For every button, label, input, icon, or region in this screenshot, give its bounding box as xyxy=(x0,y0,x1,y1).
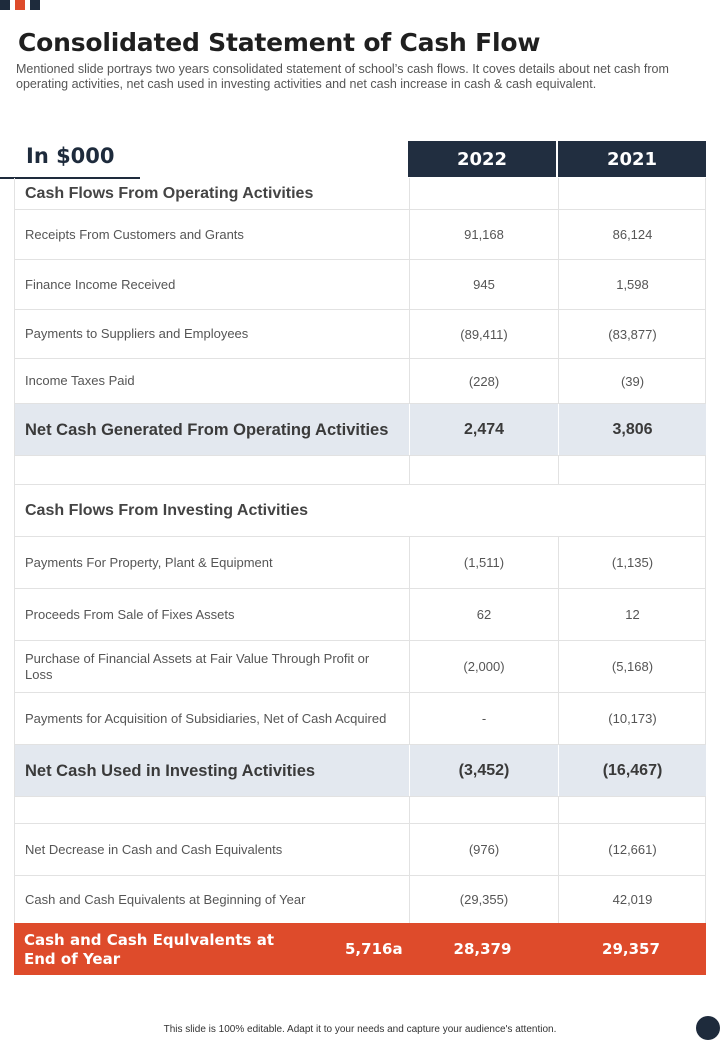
row-label: Income Taxes Paid xyxy=(25,373,135,388)
value-2021: (39) xyxy=(558,359,706,403)
value-2022: (976) xyxy=(409,824,558,875)
row-label: Payments for Acquisition of Subsidiaries, Net of Cash Acquired xyxy=(25,710,387,726)
row-label: Net Cash Used in Investing Activities xyxy=(25,761,316,780)
year-header-2021: 2021 xyxy=(558,141,706,177)
row-label: Payments For Property, Plant & Equipment xyxy=(25,554,273,570)
row-label xyxy=(15,456,409,484)
value-2022: 945 xyxy=(409,260,558,309)
row-label: Cash Flows From Investing Activities xyxy=(25,501,309,519)
deco-square-orange xyxy=(15,0,25,10)
value-2022: 91,168 xyxy=(409,210,558,259)
spacer-row xyxy=(15,456,706,485)
cash-flow-table xyxy=(14,178,706,923)
table-row xyxy=(15,537,706,589)
value-2022 xyxy=(409,485,558,536)
table-row xyxy=(15,485,706,537)
unit-label: In $000 xyxy=(26,144,115,168)
value-2022: (2,000) xyxy=(409,641,558,692)
row-label xyxy=(15,797,409,823)
row-label: Purchase of Financial Assets at Fair Value Through Profit or Loss xyxy=(25,650,370,682)
row-label: Cash and Cash Equivalents at Beginning of Year xyxy=(25,891,306,907)
value-2022: 62 xyxy=(409,589,558,640)
row-label: Finance Income Received xyxy=(25,276,176,292)
deco-square-navy-left xyxy=(0,0,10,10)
row-label: Net Cash Generated From Operating Activities xyxy=(25,420,389,439)
total-extra-value: 5,716a xyxy=(345,940,403,958)
value-2022: (29,355) xyxy=(409,876,558,923)
value-2022: (1,511) xyxy=(409,537,558,588)
value-2022: - xyxy=(409,693,558,744)
value-2022 xyxy=(409,456,558,484)
table-row xyxy=(15,693,706,745)
value-2021: (83,877) xyxy=(558,310,706,358)
total-row xyxy=(14,923,706,975)
table-row xyxy=(15,178,706,210)
year-header-2022: 2022 xyxy=(408,141,556,177)
value-2022: (89,411) xyxy=(409,310,558,358)
value-2022: (3,452) xyxy=(409,745,558,796)
subtotal-row-investing xyxy=(15,745,706,797)
value-2021: (1,135) xyxy=(558,537,706,588)
table-row xyxy=(15,359,706,404)
table-row xyxy=(15,210,706,260)
deco-square-navy-right xyxy=(30,0,40,10)
subtotal-row-operating xyxy=(15,404,706,456)
row-label: Net Decrease in Cash and Cash Equivalents xyxy=(25,841,283,857)
deco-circle xyxy=(696,1016,720,1040)
value-2022 xyxy=(409,797,558,823)
row-label: Payments to Suppliers and Employees xyxy=(25,326,249,341)
value-2021: 42,019 xyxy=(558,876,706,923)
value-2021 xyxy=(558,178,706,209)
value-2021: (16,467) xyxy=(558,745,706,796)
page-subtitle: Mentioned slide portrays two years consolidated statement of school’s cash flows. It coves details about net cash from operating activities, net cash used in investing activities and net cash increase in cash & cash equivalent. xyxy=(16,62,669,91)
value-2022: (228) xyxy=(409,359,558,403)
value-2021: 3,806 xyxy=(558,404,706,455)
table-row xyxy=(15,876,706,923)
row-label: Proceeds From Sale of Fixes Assets xyxy=(25,606,235,622)
value-2021: 1,598 xyxy=(558,260,706,309)
total-value-2021: 29,357 xyxy=(602,940,660,958)
spacer-row xyxy=(15,797,706,824)
value-2021: (5,168) xyxy=(558,641,706,692)
value-2021: (10,173) xyxy=(558,693,706,744)
value-2021 xyxy=(558,485,706,536)
table-row xyxy=(15,589,706,641)
value-2021: (12,661) xyxy=(558,824,706,875)
table-row xyxy=(15,310,706,359)
value-2021: 12 xyxy=(558,589,706,640)
table-row xyxy=(15,641,706,693)
footer-note: This slide is 100% editable. Adapt it to your needs and capture your audience's attention. xyxy=(163,1024,557,1035)
total-label: Cash and Cash Equlvalents at End of Year xyxy=(24,931,274,968)
value-2021 xyxy=(558,456,706,484)
row-label: Cash Flows From Operating Activities xyxy=(25,184,314,202)
row-label: Receipts From Customers and Grants xyxy=(25,226,244,242)
value-2021 xyxy=(558,797,706,823)
page-title: Consolidated Statement of Cash Flow xyxy=(18,28,541,57)
value-2022: 2,474 xyxy=(409,404,558,455)
value-2021: 86,124 xyxy=(558,210,706,259)
table-row xyxy=(15,260,706,310)
value-2022 xyxy=(409,178,558,209)
table-row xyxy=(15,824,706,876)
total-value-2022: 28,379 xyxy=(453,940,512,958)
